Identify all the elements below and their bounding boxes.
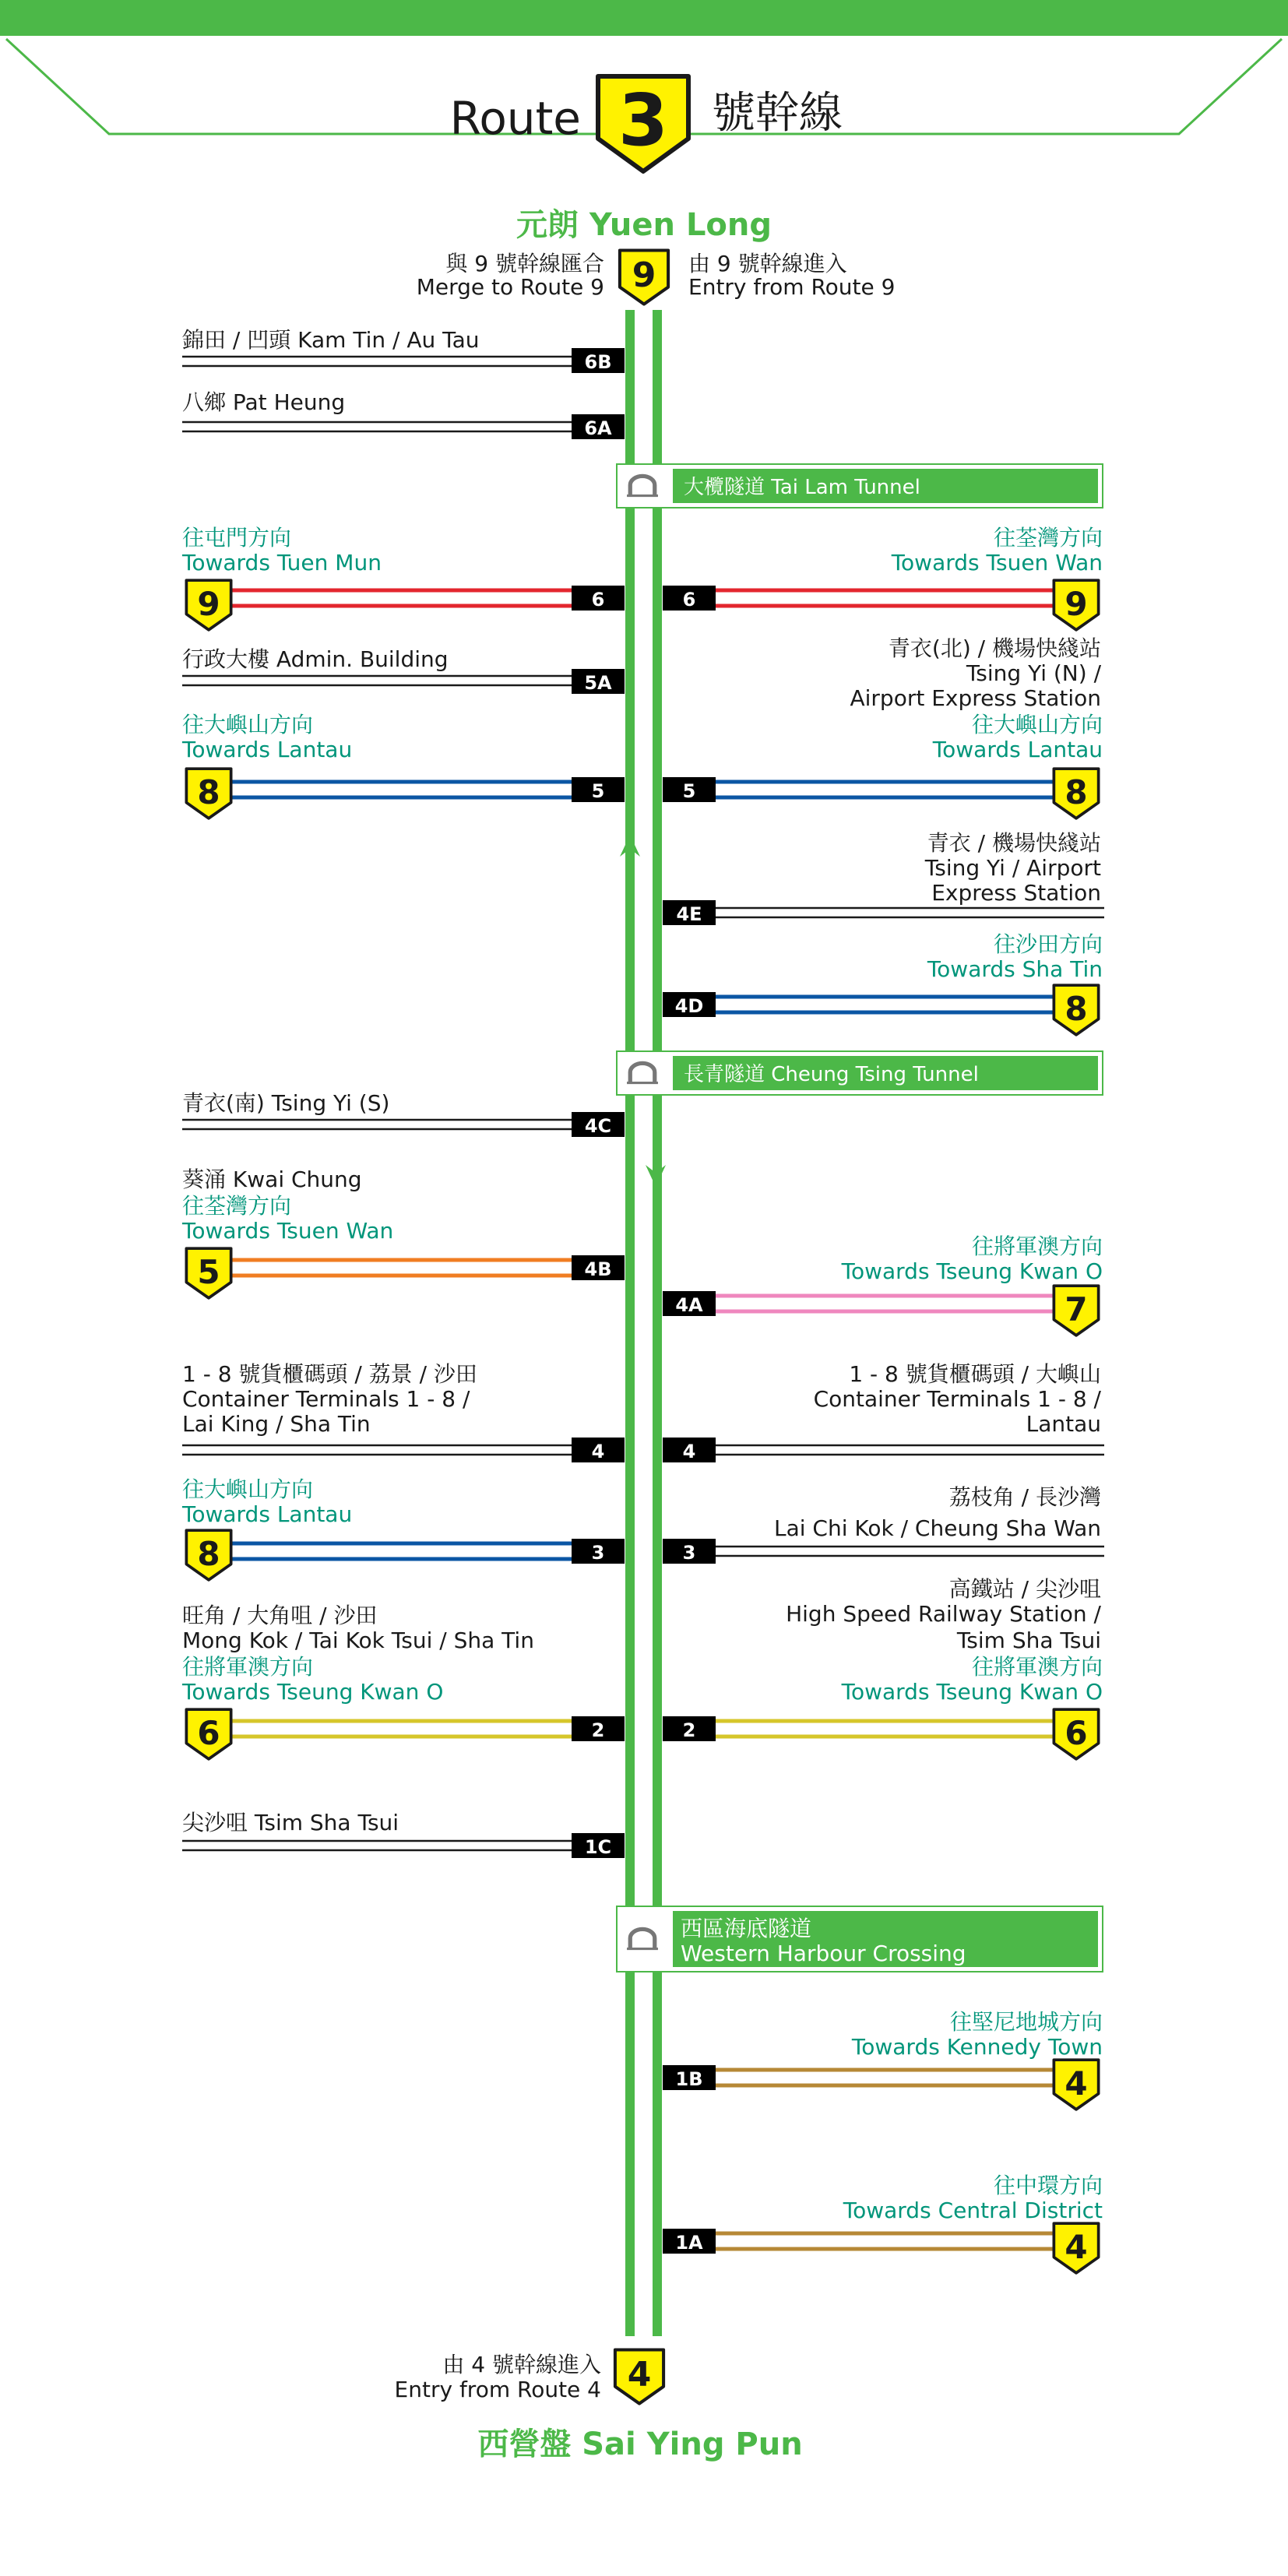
svg-text:9: 9 xyxy=(632,255,656,295)
svg-text:5: 5 xyxy=(197,1253,220,1291)
tunnel-cheung-tsing xyxy=(617,1051,1103,1095)
svg-text:7: 7 xyxy=(1065,1290,1088,1328)
exit-2-left xyxy=(181,1603,625,1759)
svg-text:4C: 4C xyxy=(584,1115,612,1137)
svg-text:Towards Lantau: Towards Lantau xyxy=(932,737,1103,762)
svg-text:1 - 8 號貨櫃碼頭 / 荔景 / 沙田: 1 - 8 號貨櫃碼頭 / 荔景 / 沙田 xyxy=(182,1361,477,1387)
svg-text:Towards Tseung Kwan O: Towards Tseung Kwan O xyxy=(841,1258,1103,1284)
header-route-number: 3 xyxy=(618,79,669,162)
north-route-shield xyxy=(620,250,668,304)
svg-text:青衣 / 機場快綫站: 青衣 / 機場快綫站 xyxy=(927,830,1101,856)
svg-text:Lai King / Sha Tin: Lai King / Sha Tin xyxy=(182,1411,371,1437)
north-entry-en: Entry from Route 9 xyxy=(688,274,896,300)
svg-text:高鐵站 / 尖沙咀: 高鐵站 / 尖沙咀 xyxy=(948,1576,1101,1602)
svg-text:往荃灣方向: 往荃灣方向 xyxy=(993,525,1103,551)
svg-text:9: 9 xyxy=(1065,585,1088,623)
svg-text:往將軍澳方向: 往將軍澳方向 xyxy=(971,1233,1103,1259)
header-band xyxy=(0,0,1288,36)
exit-4-right xyxy=(663,1361,1104,1462)
svg-text:8: 8 xyxy=(1065,990,1088,1028)
svg-text:4D: 4D xyxy=(674,995,704,1017)
svg-text:Western Harbour Crossing: Western Harbour Crossing xyxy=(681,1941,966,1966)
svg-text:3: 3 xyxy=(591,1542,605,1564)
svg-text:Towards Tseung Kwan O: Towards Tseung Kwan O xyxy=(841,1679,1103,1705)
svg-text:旺角 / 大角咀 / 沙田: 旺角 / 大角咀 / 沙田 xyxy=(182,1603,378,1628)
svg-text:Express Station: Express Station xyxy=(931,880,1101,906)
svg-text:6: 6 xyxy=(197,1714,220,1752)
svg-text:八鄉 Pat Heung: 八鄉 Pat Heung xyxy=(182,389,346,415)
svg-text:Mong Kok / Tai Kok Tsui / Sha: Mong Kok / Tai Kok Tsui / Sha Tin xyxy=(182,1628,534,1653)
svg-text:Towards Tsuen Wan: Towards Tsuen Wan xyxy=(891,550,1103,575)
svg-text:Container Terminals 1 - 8 /: Container Terminals 1 - 8 / xyxy=(182,1386,470,1412)
svg-text:葵涌 Kwai Chung: 葵涌 Kwai Chung xyxy=(182,1167,362,1192)
svg-text:Towards Sha Tin: Towards Sha Tin xyxy=(927,956,1103,982)
exit-4b xyxy=(181,1167,625,1298)
svg-text:Towards Kennedy Town: Towards Kennedy Town xyxy=(851,2034,1103,2060)
svg-text:High Speed Railway Station /: High Speed Railway Station / xyxy=(786,1601,1101,1627)
svg-text:5A: 5A xyxy=(584,672,612,694)
south-entry-zh: 由 4 號幹線進入 xyxy=(442,2352,601,2377)
tunnel-western-harbour xyxy=(617,1906,1103,1972)
svg-text:Lantau: Lantau xyxy=(1026,1411,1101,1437)
svg-text:Airport Express Station: Airport Express Station xyxy=(850,685,1101,711)
svg-text:1A: 1A xyxy=(675,2232,703,2254)
carriageway-northbound xyxy=(653,310,662,2336)
svg-text:行政大樓 Admin. Building: 行政大樓 Admin. Building xyxy=(182,646,449,672)
svg-text:Tsim Sha Tsui: Tsim Sha Tsui xyxy=(956,1628,1101,1653)
svg-text:8: 8 xyxy=(1065,773,1088,811)
exit-5-right xyxy=(663,712,1103,818)
svg-text:4E: 4E xyxy=(676,903,702,925)
exit-4e xyxy=(663,830,1104,925)
header-route-shield xyxy=(598,76,688,171)
exit-6a xyxy=(182,389,625,439)
header-suffix: 號幹線 xyxy=(712,88,843,139)
svg-text:4: 4 xyxy=(591,1441,605,1462)
exit-4-left xyxy=(182,1361,625,1462)
exit-1a xyxy=(663,2173,1103,2273)
svg-text:往荃灣方向: 往荃灣方向 xyxy=(182,1193,292,1219)
svg-text:Tsing Yi (N) /: Tsing Yi (N) / xyxy=(966,660,1101,686)
svg-text:青衣(南) Tsing Yi (S): 青衣(南) Tsing Yi (S) xyxy=(182,1090,390,1116)
svg-text:青衣(北) / 機場快綫站: 青衣(北) / 機場快綫站 xyxy=(888,635,1101,661)
svg-text:6: 6 xyxy=(591,589,605,611)
svg-text:往沙田方向: 往沙田方向 xyxy=(993,931,1103,957)
north-terminus-name: 元朗 Yuen Long xyxy=(516,207,772,243)
svg-text:5: 5 xyxy=(682,780,696,802)
svg-text:錦田 / 凹頭 Kam Tin / Au Tau: 錦田 / 凹頭 Kam Tin / Au Tau xyxy=(182,327,480,353)
svg-text:Towards Tuen Mun: Towards Tuen Mun xyxy=(182,550,382,575)
exit-6-left xyxy=(181,525,625,630)
svg-text:往大嶼山方向: 往大嶼山方向 xyxy=(182,1476,314,1502)
svg-text:Towards Lantau: Towards Lantau xyxy=(182,737,353,762)
svg-text:往將軍澳方向: 往將軍澳方向 xyxy=(182,1654,314,1680)
tsing-yi-north-label xyxy=(850,635,1101,711)
svg-text:Tsing Yi / Airport: Tsing Yi / Airport xyxy=(924,855,1101,881)
exit-4c xyxy=(182,1090,625,1137)
svg-text:5: 5 xyxy=(591,780,605,802)
svg-text:Towards Tsuen Wan: Towards Tsuen Wan xyxy=(182,1218,394,1244)
svg-text:4: 4 xyxy=(682,1441,696,1462)
svg-text:1B: 1B xyxy=(675,2068,703,2090)
svg-text:1 - 8 號貨櫃碼頭 / 大嶼山: 1 - 8 號貨櫃碼頭 / 大嶼山 xyxy=(849,1361,1101,1387)
svg-text:往將軍澳方向: 往將軍澳方向 xyxy=(971,1654,1103,1680)
svg-text:往大嶼山方向: 往大嶼山方向 xyxy=(182,712,314,737)
svg-text:長青隧道 Cheung Tsing Tunnel: 長青隧道 Cheung Tsing Tunnel xyxy=(684,1063,979,1086)
exit-3-left xyxy=(181,1476,625,1580)
svg-text:Lai Chi Kok / Cheung Sha Wan: Lai Chi Kok / Cheung Sha Wan xyxy=(773,1515,1101,1541)
svg-text:4A: 4A xyxy=(675,1294,703,1316)
svg-text:大欖隧道 Tai Lam Tunnel: 大欖隧道 Tai Lam Tunnel xyxy=(684,476,920,499)
svg-text:西區海底隧道: 西區海底隧道 xyxy=(681,1916,812,1941)
svg-text:6: 6 xyxy=(682,589,696,611)
svg-text:3: 3 xyxy=(682,1542,696,1564)
svg-text:4: 4 xyxy=(1065,2064,1088,2103)
svg-text:9: 9 xyxy=(197,585,220,623)
svg-text:Towards Lantau: Towards Lantau xyxy=(182,1501,353,1527)
svg-text:Container Terminals 1 - 8 /: Container Terminals 1 - 8 / xyxy=(813,1386,1101,1412)
svg-text:Towards Central District: Towards Central District xyxy=(843,2198,1103,2223)
south-terminus-name: 西營盤 Sai Ying Pun xyxy=(477,2426,803,2462)
exit-1b xyxy=(663,2009,1103,2110)
exit-5a xyxy=(182,646,625,694)
north-entry-zh: 由 9 號幹線進入 xyxy=(688,251,847,276)
north-merge-en: Merge to Route 9 xyxy=(416,274,604,300)
exit-2-right xyxy=(663,1576,1103,1759)
exit-4d xyxy=(663,931,1103,1035)
svg-text:往中環方向: 往中環方向 xyxy=(993,2173,1103,2198)
svg-text:尖沙咀 Tsim Sha Tsui: 尖沙咀 Tsim Sha Tsui xyxy=(182,1810,399,1835)
exit-5-left xyxy=(181,712,625,818)
svg-text:4: 4 xyxy=(1065,2228,1088,2266)
svg-text:6: 6 xyxy=(1065,1714,1088,1752)
svg-text:4: 4 xyxy=(627,2355,652,2395)
svg-text:2: 2 xyxy=(682,1719,696,1741)
svg-text:往屯門方向: 往屯門方向 xyxy=(182,525,292,551)
exit-3-right xyxy=(663,1484,1104,1564)
svg-text:6A: 6A xyxy=(584,417,612,439)
svg-text:8: 8 xyxy=(197,773,220,811)
south-route-shield xyxy=(615,2349,663,2403)
svg-text:8: 8 xyxy=(197,1535,220,1573)
exit-1c xyxy=(182,1810,625,1858)
north-merge-zh: 與 9 號幹線匯合 xyxy=(445,251,604,276)
svg-text:4B: 4B xyxy=(584,1258,612,1280)
svg-text:Towards Tseung Kwan O: Towards Tseung Kwan O xyxy=(182,1679,444,1705)
svg-text:2: 2 xyxy=(591,1719,605,1741)
exit-6b xyxy=(182,327,625,373)
header-prefix: Route xyxy=(449,92,581,145)
svg-text:往堅尼地城方向: 往堅尼地城方向 xyxy=(949,2009,1103,2035)
tunnel-tai-lam xyxy=(617,464,1103,508)
svg-text:6B: 6B xyxy=(584,351,612,373)
carriageway-southbound xyxy=(625,310,635,2336)
svg-text:荔枝角 / 長沙灣: 荔枝角 / 長沙灣 xyxy=(948,1484,1101,1510)
svg-text:往大嶼山方向: 往大嶼山方向 xyxy=(971,712,1103,737)
south-entry-en: Entry from Route 4 xyxy=(394,2377,601,2402)
exit-6-right xyxy=(663,525,1103,630)
svg-text:1C: 1C xyxy=(584,1836,612,1858)
exit-4a xyxy=(663,1233,1103,1336)
